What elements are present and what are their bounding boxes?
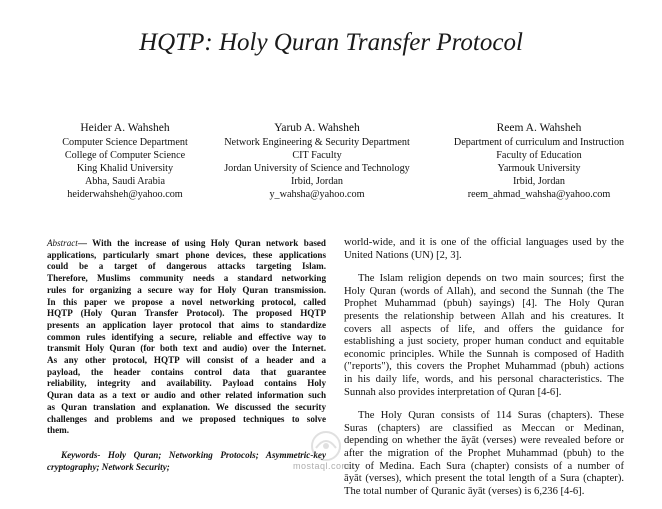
body-paragraph xyxy=(344,410,624,498)
abstract-line: As any other protocol, HQTP will consist of a header and a xyxy=(47,355,326,366)
author-name: Heider A. Wahsheh xyxy=(80,122,170,134)
abstract-line: transmit Holy Quran (for both text and audio) over the Internet. xyxy=(47,343,326,354)
abstract-line: common rules identifying a secure, reliable and effective way to xyxy=(47,331,326,342)
body-line: ("reports"), this covers the Prophet Muhammad (pbuh) actions xyxy=(344,361,624,373)
watermark-text: mostaql.com xyxy=(293,461,350,471)
body-line: depending on whether the āyāt (verses) were revealed before or xyxy=(344,435,624,447)
body-line: The Islam religion depends on two main sources; first the xyxy=(358,273,624,285)
body-paragraph xyxy=(344,273,624,399)
keywords xyxy=(47,450,326,473)
body-line: after the migration of the Prophet Muhammad (pbuh) to the xyxy=(344,447,624,459)
author-department: Network Engineering & Security Department xyxy=(224,137,410,148)
abstract-line: presents an application layer protocol that aims to standardize xyxy=(47,319,326,330)
abstract-line: could be a target of dangerous attacks targeting Islam. xyxy=(47,261,326,272)
author-email: y_wahsha@yahoo.com xyxy=(269,189,365,200)
abstract-line: applications, particularly smart phone devices, these applications xyxy=(47,249,326,260)
body-line: in his daily life, words, and his personal characteristics. The xyxy=(344,373,624,385)
body-line: economic principles. While the Sunnah is composed of Hadith xyxy=(344,348,624,360)
author-email: heiderwahsheh@yahoo.com xyxy=(67,189,183,200)
author-block xyxy=(206,121,428,201)
body-line: Prophet Muhammad (pbuh) sayings) [4]. The Holy Quran xyxy=(344,298,624,310)
author-location: Abha, Saudi Arabia xyxy=(84,176,166,187)
author-college: Faculty of Education xyxy=(496,150,582,161)
body-line: Sunnah also provides interpretation of Quran [4-6]. xyxy=(344,386,562,398)
abstract-line: reliability, integrity and availability. Payload contains Holy xyxy=(47,378,326,389)
abstract-line: In this paper we propose a novel networking protocol, called xyxy=(47,296,326,307)
body-line: covers all aspects of life, and offers the guidance for xyxy=(344,323,624,335)
author-college: College of Computer Science xyxy=(64,150,186,161)
body-paragraph xyxy=(344,237,624,262)
author-name: Yarub A. Wahsheh xyxy=(274,122,360,134)
author-block xyxy=(30,121,220,201)
abstract-line: challenges and problems and we proposed techniques to solve xyxy=(47,413,326,424)
keywords-line: cryptography; Network Security; xyxy=(47,461,170,472)
body-line: world-wide, and it is one of the official languages used by the xyxy=(344,237,624,248)
body-line: presents the relationship between Allah and his creatures. It xyxy=(344,310,624,322)
author-name: Reem A. Wahsheh xyxy=(496,122,582,134)
author-university: King Khalid University xyxy=(76,163,174,174)
body-line: city of Medina. Each Sura (chapter) consists of a number of xyxy=(344,460,624,472)
abstract-line xyxy=(47,238,326,250)
body-line: Holy Quran (words of Allah), and second the Sunnah (the The xyxy=(344,285,624,297)
abstract-lead: Abstract xyxy=(47,238,78,248)
author-department: Department of curriculum and Instruction xyxy=(453,137,625,148)
abstract-line: payload, the header contains control data that guarantee xyxy=(47,366,326,377)
body-line: establishing a just society, proper human conduct and equitable xyxy=(344,336,624,348)
abstract-line: as Quran translation and explanation. We discussed the security xyxy=(47,401,326,412)
abstract-line: rules for organizing a secure way for Holy Quran transmission. xyxy=(47,284,326,295)
abstract-line: Quran data as a text or audio and other related information such xyxy=(47,390,326,401)
keywords-line: Keywords- Holy Quran; Networking Protocols; Asymmetric-key xyxy=(61,449,326,460)
author-email: reem_ahmad_wahsha@yahoo.com xyxy=(467,189,611,200)
author-location: Irbid, Jordan xyxy=(290,176,344,187)
author-department: Computer Science Department xyxy=(62,137,188,148)
left-column xyxy=(47,238,326,473)
right-column xyxy=(344,237,624,509)
author-college: CIT Faculty xyxy=(292,150,342,161)
author-university: Jordan University of Science and Technology xyxy=(224,163,410,174)
author-location: Irbid, Jordan xyxy=(512,176,566,187)
body-line: āyāt (verses), which present the total length of a Sura (chapter). xyxy=(344,473,624,485)
abstract-line: them. xyxy=(47,425,69,436)
body-line: The Holy Quran consists of 114 Suras (chapters). These xyxy=(358,410,624,422)
author-block xyxy=(434,121,644,201)
abstract-text: — With the increase of using Holy Quran network based xyxy=(77,238,326,248)
abstract-line: HQTP (Holy Quran Transfer Protocol). The proposed HQTP xyxy=(47,308,326,319)
abstract-line: Therefore, Muslims community needs a standard networking xyxy=(47,273,326,284)
body-line: The total number of Quranic āyāt (verses) is 6,236 [4-6]. xyxy=(344,485,585,497)
paper-title: HQTP: Holy Quran Transfer Protocol xyxy=(139,29,523,56)
body-line: Suras (chapters) are classified as Meccan or Medinan, xyxy=(344,422,624,434)
body-line: United Nations (UN) [2, 3]. xyxy=(344,249,462,261)
abstract xyxy=(47,238,326,437)
author-university: Yarmouk University xyxy=(497,163,581,174)
